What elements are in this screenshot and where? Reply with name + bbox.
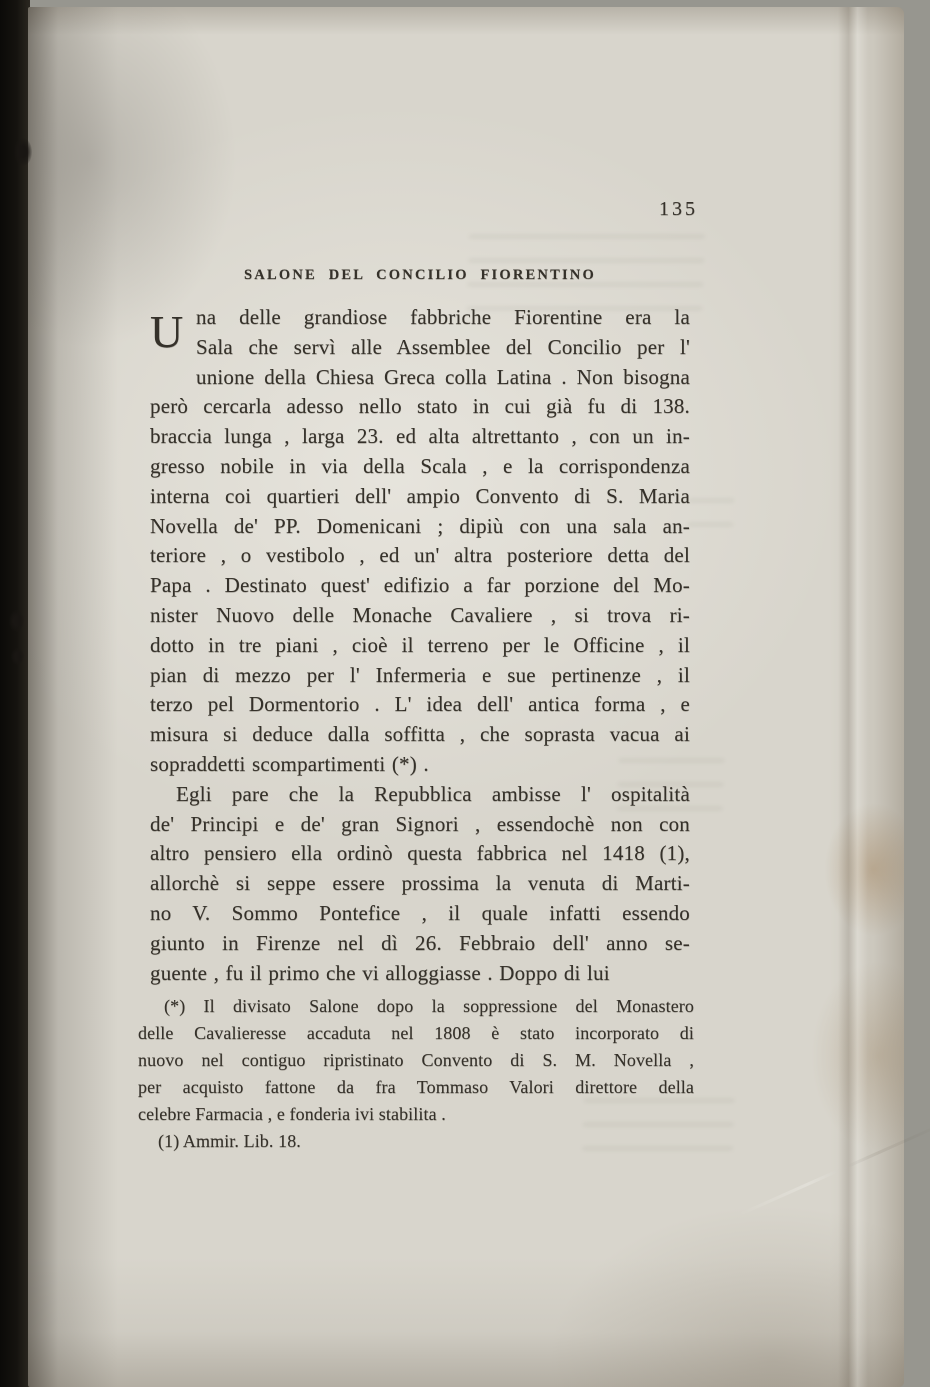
text-line: gresso nobile in via della Scala , e la corrispondenza	[150, 453, 690, 478]
text-line: terzo pel Dormentorio . L' idea dell' antica forma , e	[150, 692, 690, 717]
text-line: giunto in Firenze nel dì 26. Febbraio dell' anno se-	[150, 930, 690, 955]
body-text	[150, 303, 690, 988]
footnote-line: per acquisto fattone da fra Tommaso Valori direttore della	[138, 1077, 694, 1097]
page-number: 135	[659, 198, 698, 220]
text-line: braccia lunga , larga 23. ed alta altrettanto , con un in-	[150, 424, 690, 449]
text-line: Sala che servì alle Assemblee del Concilio per l'	[196, 334, 690, 359]
text-line: Papa . Destinato quest' edifizio a far porzione del Mo-	[150, 573, 690, 598]
text-line: no V. Sommo Pontefice , il quale infatti essendo	[150, 900, 690, 925]
page-curl-shading	[838, 7, 868, 1387]
paragraph-2	[150, 780, 690, 989]
text-line: altro pensiero ella ordinò questa fabbrica nel 1418 (1),	[150, 841, 690, 866]
footnote-line: (1) Ammir. Lib. 18.	[158, 1131, 301, 1151]
text-line: teriore , o vestibolo , ed un' altra posteriore detta del	[150, 543, 690, 568]
binding-hole	[9, 610, 24, 632]
chapter-title: SALONE DEL CONCILIO FIORENTINO	[244, 267, 596, 283]
text-line: pian di mezzo per l' Infermeria e sue pertinenze , il	[150, 662, 690, 687]
footnotes	[138, 993, 694, 1155]
text-line: na delle grandiose fabbriche Fiorentine era la	[196, 305, 690, 329]
footnote-asterisk	[138, 993, 694, 1128]
text-line: misura si deduce dalla soffitta , che soprasta vacua ai	[150, 722, 690, 747]
binding-hole	[14, 138, 32, 166]
footnote-line: (*) Il divisato Salone dopo la soppressione del Monastero	[164, 996, 694, 1016]
footnote-line: nuovo nel contiguo ripristinato Convento di S. M. Novella ,	[138, 1050, 694, 1070]
footnote-1	[138, 1128, 694, 1155]
text-line: unione della Chiesa Greca colla Latina . Non bisogna	[196, 364, 690, 389]
text-line: dotto in tre piani , cioè il terreno per le Officine , il	[150, 632, 690, 657]
text-line: interna coi quartieri dell' ampio Convento di S. Maria	[150, 483, 690, 508]
text-line: Novella de' PP. Domenicani ; dipiù con una sala an-	[150, 513, 690, 538]
text-line: però cercarla adesso nello stato in cui già fu di 138.	[150, 394, 690, 419]
bleed-through-text	[687, 499, 733, 539]
text-line: Egli pare che la Repubblica ambisse l' ospitalità	[176, 781, 690, 806]
text-line: guente , fu il primo che vi alloggiasse . Doppo di lui	[150, 960, 610, 985]
binding-hole	[11, 648, 24, 665]
text-line: allorchè si seppe essere prossima la venuta di Marti-	[150, 871, 690, 896]
paragraph-1	[150, 303, 690, 780]
book-binding-edge	[0, 0, 30, 1387]
text-line: sopraddetti scompartimenti (*) .	[150, 751, 429, 776]
page-paper	[28, 7, 904, 1387]
footnote-line: celebre Farmacia , e fonderia ivi stabilita .	[138, 1104, 446, 1124]
text-line: de' Principi e de' gran Signori , essendochè non con	[150, 811, 690, 836]
footnote-line: delle Cavalieresse accaduta nel 1808 è stato incorporato di	[138, 1023, 694, 1043]
paper-crease	[737, 1120, 930, 1216]
drop-cap: U	[150, 306, 184, 357]
text-line: nister Nuovo delle Monache Cavaliere , si trova ri-	[150, 602, 690, 627]
